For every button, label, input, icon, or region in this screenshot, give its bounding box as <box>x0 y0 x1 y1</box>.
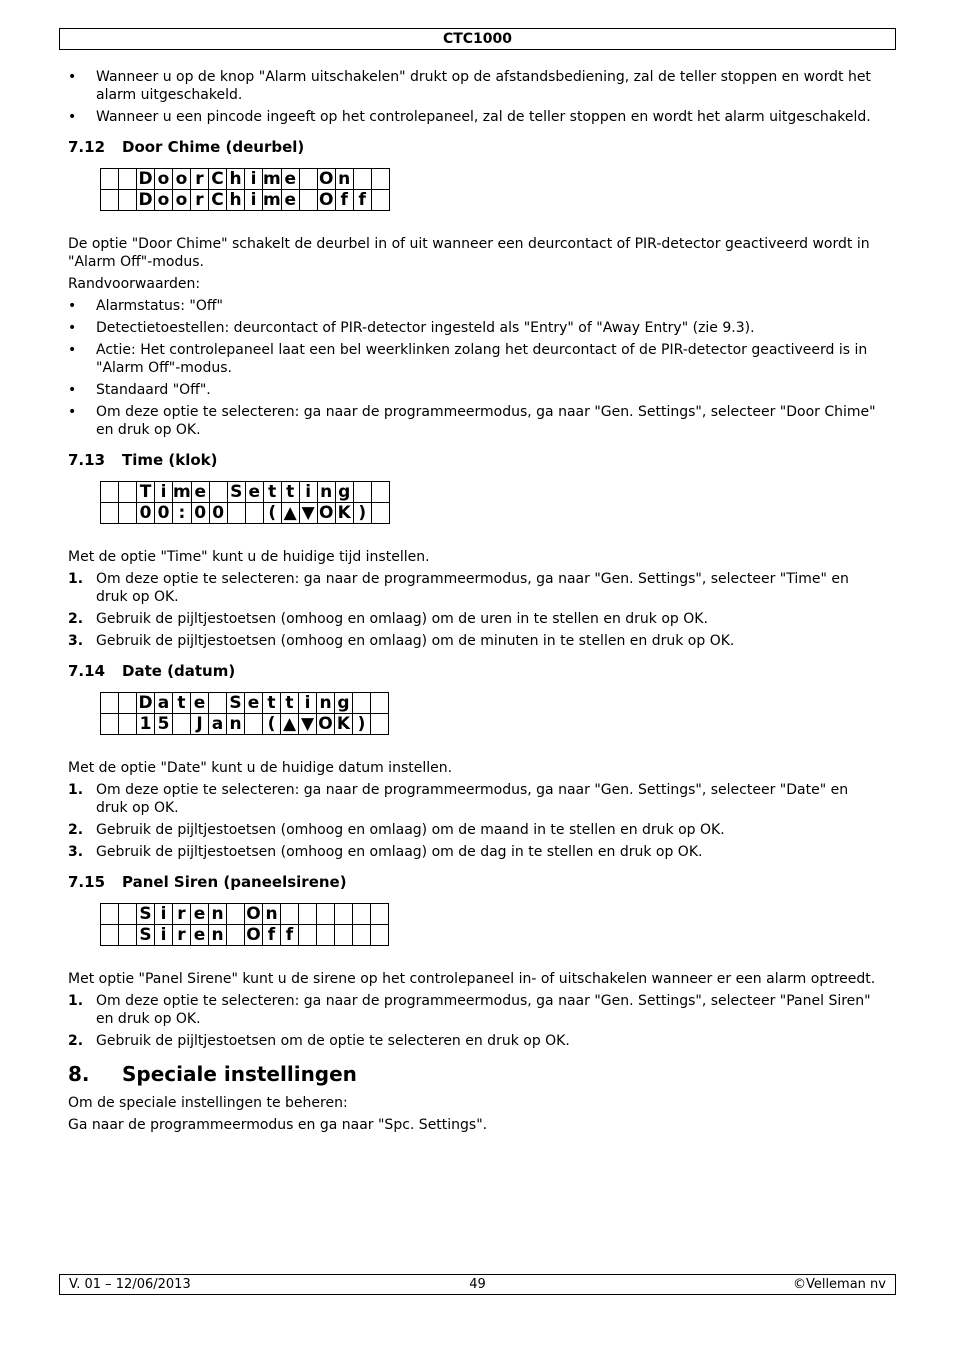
lcd-cell: T <box>137 482 155 503</box>
numbered-step: 3. Gebruik de pijltjestoetsen (omhoog en omlaag) om de minuten in te stellen en druk op OK. <box>68 633 735 649</box>
lcd-row <box>101 190 390 211</box>
intro-bullet: • Wanneer u op de knop "Alarm uitschakelen" drukt op de afstandsbediening, zal de teller stoppen en wordt het alarm uitgeschakeld. <box>68 68 884 104</box>
list-item: • Standaard "Off". <box>68 381 884 399</box>
list-item: • Om deze optie te selecteren: ga naar de programmeermodus, ga naar "Gen. Settings", selecteer "Door Chime" en druk op OK. <box>68 403 884 439</box>
lcd-cell <box>101 169 119 190</box>
lcd-cell: 0 <box>137 503 155 524</box>
paragraph: Ga naar de programmeermodus en ga naar "Spc. Settings". <box>68 1117 488 1133</box>
lcd-cell: g <box>335 482 353 503</box>
chapter-heading-8: 8. Speciale instellingen <box>68 1062 357 1086</box>
lcd-cell <box>371 925 389 946</box>
section-heading-7-13: 7.13 Time (klok) <box>68 451 218 469</box>
lcd-cell <box>101 190 119 211</box>
lcd-cell <box>353 693 371 714</box>
lcd-cell: m <box>173 482 191 502</box>
lcd-cell: i <box>155 482 173 503</box>
lcd-cell: i <box>245 190 263 211</box>
lcd-cell <box>371 190 389 211</box>
lcd-cell: : <box>173 503 192 524</box>
lcd-display-door-chime <box>100 168 390 211</box>
lcd-cell: n <box>317 482 335 503</box>
intro-bullet: • Wanneer u een pincode ingeeft op het controlepaneel, zal de teller stoppen en wordt het alarm uitgeschakeld. <box>68 108 884 126</box>
numbered-step: 2. Gebruik de pijltjestoetsen om de optie te selecteren en druk op OK. <box>68 1033 570 1049</box>
lcd-cell: 5 <box>155 714 173 735</box>
lcd-cell <box>353 482 371 503</box>
lcd-cell <box>299 169 317 190</box>
lcd-display-date-setting <box>100 692 389 735</box>
lcd-cell: t <box>263 482 281 503</box>
lcd-cell: o <box>155 169 173 190</box>
paragraph: Met optie "Panel Sirene" kunt u de sirene op het controlepaneel in- of uitschakelen wanneer er een alarm optreedt. <box>68 971 876 987</box>
lcd-cell: n <box>317 693 335 714</box>
lcd-cell <box>173 714 191 735</box>
section-heading-7-14: 7.14 Date (datum) <box>68 662 236 680</box>
header-title: CTC1000 <box>442 31 513 47</box>
lcd-cell <box>299 190 317 211</box>
lcd-cell <box>299 904 317 925</box>
lcd-cell: ( <box>263 714 281 735</box>
numbered-step: 2. Gebruik de pijltjestoetsen (omhoog en omlaag) om de maand in te stellen en druk op OK. <box>68 822 725 838</box>
lcd-cell: D <box>138 693 153 713</box>
lcd-cell: t <box>263 693 281 714</box>
lcd-cell <box>209 693 227 714</box>
lcd-cell: O <box>318 169 334 189</box>
lcd-cell <box>209 482 227 503</box>
lcd-cell <box>101 503 119 524</box>
lcd-cell: o <box>155 190 173 211</box>
lcd-cell: g <box>335 693 353 714</box>
lcd-cell <box>101 693 119 714</box>
lcd-cell <box>353 904 371 925</box>
numbered-step: 1. Om deze optie te selecteren: ga naar de programmeermodus, ga naar "Gen. Settings", selecteer "Time" en druk op OK. <box>68 571 849 605</box>
lcd-cell: n <box>335 169 353 190</box>
lcd-cell: i <box>155 925 173 946</box>
lcd-cell <box>371 714 389 735</box>
lcd-cell <box>101 925 119 946</box>
lcd-cell: O <box>318 190 334 210</box>
numbered-step: 1. Om deze optie te selecteren: ga naar de programmeermodus, ga naar "Gen. Settings", selecteer "Panel Siren" en druk op OK. <box>68 993 871 1027</box>
lcd-cell: S <box>227 482 245 503</box>
lcd-cell: C <box>209 169 227 190</box>
lcd-row <box>101 693 389 714</box>
lcd-cell <box>227 503 245 524</box>
lcd-cell: S <box>137 904 155 925</box>
lcd-cell: O <box>246 904 261 924</box>
lcd-cell <box>371 503 389 524</box>
lcd-cell: e <box>191 904 209 925</box>
lcd-cell: O <box>246 925 261 945</box>
page-header <box>59 28 896 50</box>
lcd-cell: r <box>191 190 209 211</box>
lcd-cell <box>119 190 137 211</box>
lcd-cell <box>101 904 119 925</box>
lcd-cell <box>335 925 353 946</box>
lcd-cell <box>299 925 317 946</box>
lcd-cell <box>119 482 137 503</box>
section-heading-7-15: 7.15 Panel Siren (paneelsirene) <box>68 873 347 891</box>
lcd-cell: 1 <box>137 714 155 735</box>
lcd-row <box>101 925 389 946</box>
lcd-cell: r <box>191 169 209 190</box>
lcd-cell: o <box>173 169 191 190</box>
lcd-cell: ▲ <box>281 714 299 735</box>
lcd-row <box>101 482 390 503</box>
lcd-cell: n <box>209 925 227 946</box>
numbered-step: 3. Gebruik de pijltjestoetsen (omhoog en omlaag) om de dag in te stellen en druk op OK. <box>68 844 703 860</box>
lcd-cell <box>371 904 389 925</box>
lcd-cell: S <box>227 693 245 714</box>
lcd-cell <box>119 714 137 735</box>
lcd-cell: m <box>263 169 281 189</box>
lcd-cell: ) <box>353 714 371 735</box>
lcd-cell <box>101 714 119 735</box>
lcd-cell: t <box>173 693 191 714</box>
paragraph: Met de optie "Time" kunt u de huidige tijd instellen. <box>68 549 430 565</box>
lcd-row <box>101 169 390 190</box>
lcd-cell: i <box>155 904 173 925</box>
lcd-cell <box>317 904 335 925</box>
lcd-cell: ▼ <box>299 503 317 524</box>
lcd-cell: K <box>335 714 353 735</box>
lcd-cell: n <box>263 904 281 925</box>
section-heading-7-12: 7.12 Door Chime (deurbel) <box>68 138 305 156</box>
lcd-cell: t <box>281 482 299 503</box>
lcd-cell: 0 <box>155 503 173 524</box>
lcd-cell: i <box>245 169 263 190</box>
lcd-cell <box>245 503 263 524</box>
lcd-cell: D <box>138 190 153 210</box>
lcd-cell: f <box>335 190 353 211</box>
lcd-cell: f <box>353 190 371 211</box>
lcd-cell: e <box>281 169 299 190</box>
paragraph: Randvoorwaarden: <box>68 276 201 292</box>
lcd-cell: e <box>191 925 209 946</box>
lcd-cell: e <box>191 482 209 503</box>
footer-version: V. 01 – 12/06/2013 <box>69 1277 191 1292</box>
lcd-cell: h <box>227 169 245 190</box>
lcd-cell <box>371 693 389 714</box>
page-footer <box>59 1274 896 1295</box>
lcd-cell: 0 <box>209 503 227 524</box>
lcd-cell: ▼ <box>299 714 317 735</box>
lcd-cell <box>317 925 335 946</box>
lcd-row <box>101 714 389 735</box>
lcd-cell: J <box>191 714 209 735</box>
lcd-cell: i <box>299 482 317 503</box>
lcd-cell: D <box>138 169 153 189</box>
lcd-cell <box>335 904 353 925</box>
lcd-cell <box>353 169 371 190</box>
paragraph: Om de speciale instellingen te beheren: <box>68 1095 348 1111</box>
lcd-cell <box>371 482 389 503</box>
lcd-cell: S <box>137 925 155 946</box>
lcd-cell <box>281 904 299 925</box>
lcd-cell <box>227 925 245 946</box>
numbered-step: 2. Gebruik de pijltjestoetsen (omhoog en omlaag) om de uren in te stellen en druk op OK. <box>68 611 708 627</box>
lcd-row <box>101 904 389 925</box>
lcd-display-panel-siren <box>100 903 389 946</box>
lcd-cell: f <box>281 925 299 946</box>
lcd-cell: m <box>263 190 281 210</box>
lcd-cell: 0 <box>191 503 209 524</box>
lcd-cell: a <box>155 693 173 714</box>
lcd-cell <box>119 503 137 524</box>
lcd-cell: n <box>227 714 245 735</box>
lcd-cell: e <box>245 482 263 503</box>
paragraph: De optie "Door Chime" schakelt de deurbel in of uit wanneer een deurcontact of PIR-detector geactiveerd wordt in "Alarm Off"-modus. <box>68 236 870 270</box>
lcd-cell: i <box>299 693 317 714</box>
lcd-cell: C <box>209 190 227 211</box>
lcd-cell <box>245 714 263 735</box>
lcd-cell <box>119 169 137 190</box>
lcd-cell <box>119 693 137 714</box>
lcd-cell: r <box>173 904 191 925</box>
lcd-cell: ( <box>263 503 281 524</box>
lcd-cell: e <box>281 190 299 211</box>
footer-copyright: ©Velleman nv <box>792 1277 886 1292</box>
list-item: • Actie: Het controlepaneel laat een bel weerklinken zolang het deurcontact of de PIR-detector geactiveerd is in "Alarm Off"-modus. <box>68 341 884 377</box>
lcd-cell: e <box>191 693 209 714</box>
lcd-cell <box>227 904 245 925</box>
page-content <box>68 68 884 1138</box>
lcd-row <box>101 503 390 524</box>
paragraph: Met de optie "Date" kunt u de huidige datum instellen. <box>68 760 453 776</box>
lcd-display-time-setting <box>100 481 390 524</box>
lcd-cell: K <box>335 503 353 524</box>
lcd-cell: ) <box>353 503 371 524</box>
lcd-cell: o <box>173 190 191 211</box>
lcd-cell: h <box>227 190 245 211</box>
lcd-cell: a <box>209 714 227 735</box>
lcd-cell: n <box>209 904 227 925</box>
lcd-cell <box>119 904 137 925</box>
lcd-cell: f <box>263 925 281 946</box>
list-item: • Detectietoestellen: deurcontact of PIR-detector ingesteld als "Entry" of "Away Entry" (zie 9.3). <box>68 319 884 337</box>
lcd-cell: t <box>281 693 299 714</box>
lcd-cell: e <box>245 693 263 714</box>
lcd-cell <box>101 482 119 503</box>
lcd-cell: O <box>318 503 334 523</box>
list-item: • Alarmstatus: "Off" <box>68 297 884 315</box>
lcd-cell <box>119 925 137 946</box>
lcd-cell: r <box>173 925 191 946</box>
lcd-cell <box>353 925 371 946</box>
numbered-step: 1. Om deze optie te selecteren: ga naar de programmeermodus, ga naar "Gen. Settings", selecteer "Date" en druk op OK. <box>68 782 849 816</box>
lcd-cell <box>371 169 389 190</box>
lcd-cell: O <box>318 714 333 734</box>
footer-page-number: 49 <box>469 1277 486 1292</box>
lcd-cell: ▲ <box>281 503 299 524</box>
